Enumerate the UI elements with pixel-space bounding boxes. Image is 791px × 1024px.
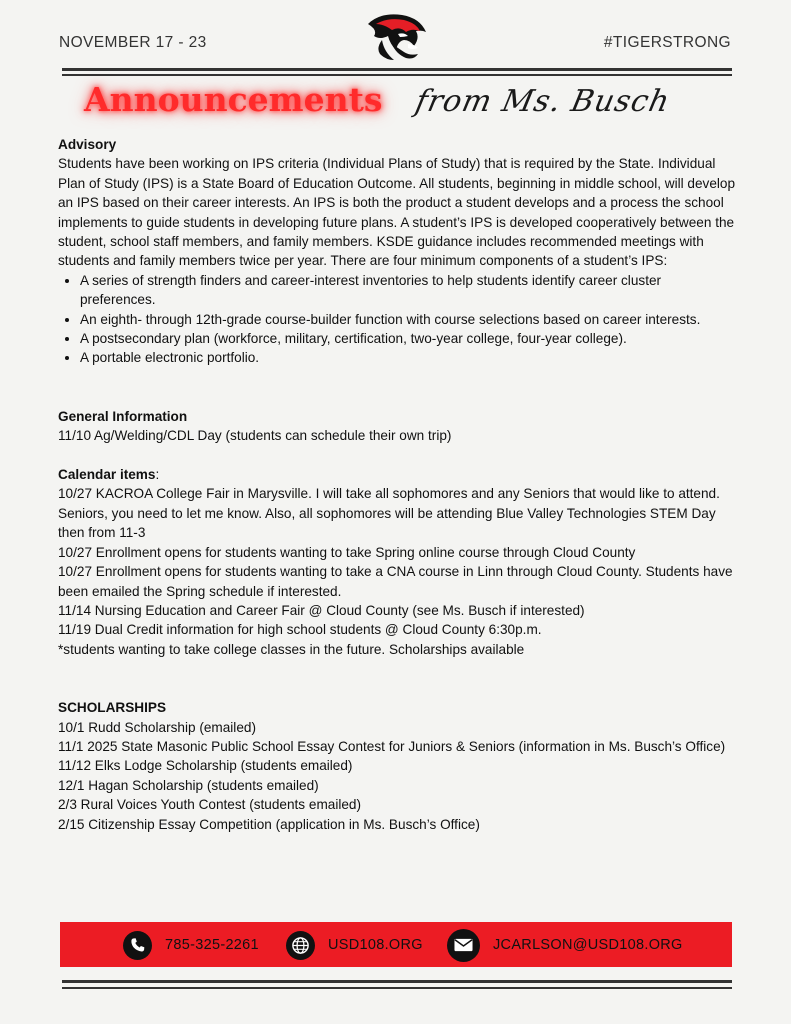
footer-divider-thin [62, 987, 732, 989]
ips-components-list [58, 271, 738, 368]
globe-icon [286, 931, 315, 960]
website-link[interactable] [286, 929, 423, 961]
contact-footer [60, 922, 732, 967]
general-info-heading: General Information [58, 408, 188, 424]
calendar-item: 11/19 Dual Credit information for high school students @ Cloud County 6:30p.m. [58, 622, 542, 638]
website-url: USD108.ORG [328, 937, 423, 953]
calendar-item: 11/14 Nursing Education and Career Fair @ Cloud County (see Ms. Busch if interested) [58, 602, 585, 618]
scholarship-item: 11/12 Elks Lodge Scholarship (students emailed) [58, 758, 353, 774]
header-divider-thick [62, 68, 732, 71]
calendar-item: 10/27 Enrollment opens for students wanting to take a CNA course in Linn through Cloud County. Students have been emailed the Spring schedule if interested. [58, 564, 733, 599]
scholarship-item: 2/3 Rural Voices Youth Contest (students emailed) [58, 797, 362, 813]
calendar-item: *students wanting to take college classes in the future. Scholarships available [58, 641, 525, 657]
list-item: • A series of strength finders and career-interest inventories to help students identify career cluster preferences. [80, 271, 738, 310]
announcements-title: Announcements [84, 80, 383, 119]
phone-number: 785-325-2261 [165, 937, 259, 953]
phone-contact[interactable] [123, 929, 259, 961]
script-subtitle: from Ms. Busch [412, 84, 674, 119]
advisory-heading: Advisory [58, 137, 117, 152]
scholarship-item: 11/1 2025 State Masonic Public School Essay Contest for Juniors & Seniors (information in Ms. Busch’s Office) [58, 738, 726, 754]
phone-icon [123, 931, 152, 960]
list-item: • An eighth- through 12th-grade course-builder function with course selections based on career interests. [80, 310, 738, 329]
header-divider-thin [62, 74, 732, 76]
hashtag: #TIGERSTRONG [603, 34, 731, 51]
scholarship-item: 10/1 Rudd Scholarship (emailed) [58, 719, 256, 735]
calendar-heading-colon: : [155, 467, 160, 483]
date-range: NOVEMBER 17 - 23 [59, 34, 207, 51]
general-info-item: 11/10 Ag/Welding/CDL Day (students can schedule their own trip) [58, 428, 452, 444]
email-link[interactable] [447, 929, 683, 961]
scholarship-item: 2/15 Citizenship Essay Competition (application in Ms. Busch’s Office) [58, 816, 480, 832]
calendar-item: 10/27 Enrollment opens for students wanting to take Spring online course through Cloud County [58, 544, 636, 560]
scholarship-item: 12/1 Hagan Scholarship (students emailed) [58, 777, 319, 793]
tiger-logo-icon [362, 10, 430, 64]
email-address: JCARLSON@USD108.ORG [493, 937, 683, 953]
calendar-heading-line [58, 465, 738, 484]
footer-divider-thick [62, 980, 732, 983]
list-item: • A portable electronic portfolio. [80, 348, 738, 367]
mail-icon [447, 929, 480, 962]
scholarships-heading: SCHOLARSHIPS [58, 700, 167, 716]
calendar-item: 10/27 KACROA College Fair in Marysville. I will take all sophomores and any Seniors that would like to attend. Seniors, you need to let me know. Also, all sophomores will be attending Blue Valley Technologies STEM Day then from 11-3 [58, 486, 720, 541]
announcement-body [58, 135, 738, 834]
list-item: • A postsecondary plan (workforce, military, certification, two-year college, four-year college). [80, 329, 738, 348]
calendar-heading: Calendar items [58, 467, 156, 483]
advisory-paragraph: Students have been working on IPS criteria (Individual Plans of Study) that is required by the State. Individual Plan of Study (IPS) is a State Board of Education Outcome. All students, beginning in middle school, will develop an IPS based on their career interests. An IPS is both the product a student develops and a process the school implements to guide students in developing future plans. A student’s IPS is developed cooperatively between the student, school staff members, and family members. KSDE guidance includes recommended meetings with students and family members twice per year. There are four minimum components of a student’s IPS: [58, 156, 736, 269]
